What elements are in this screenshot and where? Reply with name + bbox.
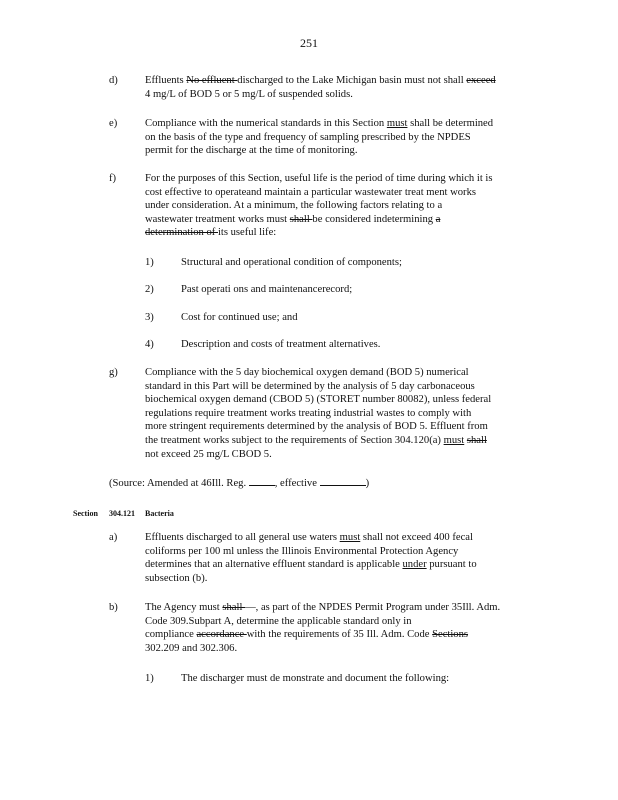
bacteria-a-text <box>145 531 477 585</box>
bacteria-b-line3: compliance accordance with the requirements of 35 Ill. Adm. Code Sections <box>145 629 469 641</box>
item-e-label: e) <box>109 118 118 129</box>
sub-item-text: Description and costs of treatment alternatives. <box>181 339 381 350</box>
bacteria-a-line1: Effluents discharged to all general use waters must shall not exceed 400 fecal <box>145 532 473 543</box>
blank-line <box>249 484 275 486</box>
section-title: Bacteria <box>145 509 174 518</box>
item-f-line2: cost effective to operateand maintain a particular wastewater treat ment works <box>145 186 477 198</box>
item-d-line2: 4 mg/L of BOD 5 or 5 mg/L of suspended solids. <box>145 88 353 100</box>
item-f-label: f) <box>109 173 117 184</box>
item-d-text <box>145 74 496 101</box>
item-f-line3: under consideration. At a minimum, the following factors relating to a <box>145 200 443 212</box>
bacteria-b-sub1-number: 1) <box>145 673 154 684</box>
item-f-text <box>145 172 492 240</box>
item-f-line5: determination of its useful life: <box>145 227 277 239</box>
bacteria-b-label: b) <box>109 602 118 613</box>
section-word: Section <box>73 509 98 518</box>
sub-item-text: Cost for continued use; and <box>181 312 298 323</box>
item-g-line1: Compliance with the 5 day biochemical oxygen demand (BOD 5) numerical <box>145 367 469 378</box>
item-g-line3: biochemical oxygen demand (CBOD 5) (STORET number 80082), unless federal <box>145 394 492 406</box>
blank-line <box>320 484 366 486</box>
bacteria-a-line3: determines that an alternative effluent standard is applicable under pursuant to <box>145 559 477 571</box>
sub-item-number: 2) <box>145 284 154 295</box>
bacteria-b-line1: The Agency must shall —, as part of the NPDES Permit Program under 35Ill. Adm. <box>145 602 501 613</box>
item-e-line3: permit for the discharge at the time of monitoring. <box>145 145 358 157</box>
item-f-line1: For the purposes of this Section, useful life is the period of time during which it is <box>145 173 493 184</box>
item-g-line7: not exceed 25 mg/L CBOD 5. <box>145 448 272 460</box>
item-g-line4: regulations require treatment works treating industrial wastes to comply with <box>145 407 472 419</box>
bacteria-a-line4: subsection (b). <box>145 572 208 584</box>
sub-item-number: 1) <box>145 257 154 268</box>
sub-item-number: 3) <box>145 312 154 323</box>
item-g-label: g) <box>109 367 118 378</box>
item-g-line2: standard in this Part will be determined by the analysis of 5 day carbonaceous <box>145 380 475 392</box>
section-number: 304.121 <box>109 509 135 518</box>
item-g-line5: more stringent requirements determined by the analysis of BOD 5. Effluent from <box>145 421 488 433</box>
bacteria-a-line2: coliforms per 100 ml unless the Illinois Environmental Protection Agency <box>145 545 459 557</box>
item-d-line1: Effluents No effluent discharged to the Lake Michigan basin must not shall exceed <box>145 75 496 86</box>
bacteria-b-text <box>145 601 500 655</box>
item-g-text <box>145 366 491 461</box>
item-e-line2: on the basis of the type and frequency of sampling prescribed by the NPDES <box>145 131 471 143</box>
source-note: (Source: Amended at 46Ill. Reg. , effective ) <box>109 478 370 489</box>
bacteria-a-label: a) <box>109 532 118 543</box>
page-number: 251 <box>300 36 318 50</box>
item-d-label: d) <box>109 75 118 86</box>
item-e-line1: Compliance with the numerical standards in this Section must shall be determined <box>145 118 494 129</box>
sub-item-text: Past operati ons and maintenancerecord; <box>181 284 353 295</box>
item-f-line4: wastewater treatment works must shall be considered indetermining a <box>145 213 441 225</box>
sub-item-number: 4) <box>145 339 154 350</box>
item-e-text <box>145 117 493 158</box>
bacteria-b-line4: 302.209 and 302.306. <box>145 642 238 654</box>
bacteria-b-sub1-text: The discharger must de monstrate and document the following: <box>181 673 450 684</box>
sub-item-text: Structural and operational condition of components; <box>181 257 402 268</box>
bacteria-b-line2: Code 309.Subpart A, determine the applicable standard only in <box>145 615 412 627</box>
item-g-line6: the treatment works subject to the requirements of Section 304.120(a) must shall <box>145 434 487 446</box>
